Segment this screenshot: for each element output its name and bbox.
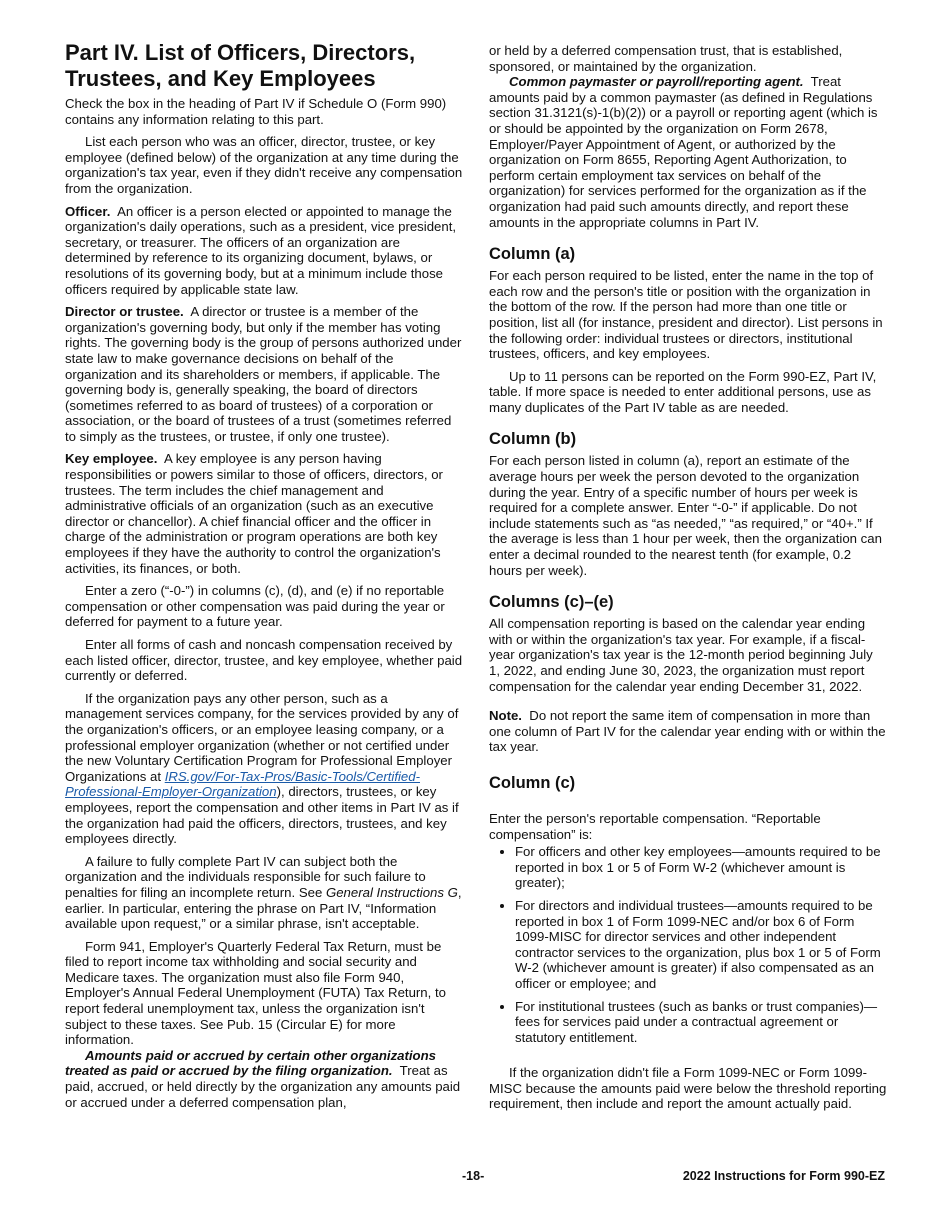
failure-paragraph [65,854,463,932]
key-employee-term: Key employee. [65,451,158,467]
page-number: -18- [462,1169,485,1183]
paymaster-paragraph [489,74,887,230]
note-term: Note. [489,708,522,724]
officer-paragraph [65,204,463,298]
continuation-paragraph: or held by a deferred compensation trust, that is established, sponsored, or maintained by the organization. [489,43,843,74]
paymaster-term: Common paymaster or payroll/reporting agent. [509,74,804,90]
other-person-text-a: If the organization pays any other person, such as a management services company, for the services provided by any of the organization's officers, or an employee leasing company, or a professional employer organization (whether or not certified under the new Voluntary Certification Program for Professional Employer Organizations at [65,690,459,784]
failure-reference: General Instructions G [325,884,458,900]
column-c-heading: Column (c) [489,773,576,792]
columns-ce-paragraph: All compensation reporting is based on the calendar year ending with or within the organization's tax year. For example, if a fiscal-year organization's tax year is the 12-month period beginning July 1, 2022, and ending June 30, 2023, the organization must report compensation for the calendar year ending December 31, 2022. [489,616,873,694]
officer-term: Officer. [65,203,111,219]
list-item: • For officers and other key employees—amounts required to be reported in box 1 or 5 of Form W-2 (whichever amount is greater); [515,844,887,891]
key-employee-text: A key employee is any person having responsibilities or powers similar to those of officers, directors, or trustees. The term includes the chief management and administrative officials of an organization (such as an executive director or chancellor). A chief financial officer and the officer in charge of the administration or program operations are both key employees if they have the authority to control the organization's activities, its finances, or both. [65,451,443,576]
right-column [489,43,887,1119]
column-c-paragraph-2: If the organization didn't file a Form 1099-NEC or Form 1099-MISC because the amounts paid were below the threshold reporting requirement, then include and report the amount actually paid. [489,1065,887,1112]
column-a-paragraph-1: For each person required to be listed, enter the name in the top of each row and the person's title or position with the organization in the bottom of the row. If the person had more than one title or position, list all (for instance, president and director). List persons in the following order: individual trustees or directors, institutional trustees, officers, and key employees. [489,268,883,362]
column-a-heading: Column (a) [489,245,576,264]
failure-text-b: , earlier. In particular, entering the phrase on Part IV, “Information available upon request,” or a similar phrase, isn't acceptable. [65,884,462,932]
cash-paragraph: Enter all forms of cash and noncash compensation received by each listed officer, director, trustee, and key employee, whether paid currently or deferred. [65,637,463,684]
column-a-paragraph-2: Up to 11 persons can be reported on the Form 990-EZ, Part IV, table. If more space is needed to enter additional persons, use as many duplicates of the Part IV table as are needed. [489,368,877,415]
compensation-list [489,844,887,1045]
other-person-text-b: ), directors, trustees, or key employees, report the compensation and other items in Part IV as if the organization had paid the officers, directors, trustees, and key employees directly. [65,784,459,847]
list-paragraph: List each person who was an officer, director, trustee, or key employee (defined below) of the organization at any time during the organization's tax year, even if they didn't receive any compensation from the organization. [65,134,463,196]
director-term: Director or trustee. [65,304,184,320]
director-paragraph [65,304,463,444]
column-b-paragraph: For each person listed in column (a), report an estimate of the average hours per week the person devoted to the organization during the year. Entry of a specific number of hours per week is required for a complete answer. Enter “-0-” if applicable. Do not include statements such as “as needed,” “as required,” or “40+.” If the average is less than 1 hour per week, then the organization can enter a decimal rounded to the nearest tenth (for example, 0.2 hours per week). [489,453,882,578]
peo-link[interactable]: IRS.gov/For-Tax-Pros/Basic-Tools/Certified-Professional-Employer-Organization [65,768,420,800]
officer-text: An officer is a person elected or appointed to manage the organization's daily operations, such as a president, vice president, secretary, or treasurer. The officers of an organization are determined by reference to its organizing document, bylaws, or resolutions of its governing body, but at a minimum include those officers required by applicable state law. [65,203,457,297]
page-title: Part IV. List of Officers, Directors, Trustees, and Key Employees [65,40,416,91]
amounts-text: Treat as paid, accrued, or held directly by the organization any amounts paid or accrued under a deferred compensation plan, [65,1063,461,1110]
failure-text-a: A failure to fully complete Part IV can subject both the organization and the individuals responsible for such failure to penalties for filing an incomplete return. See [65,853,426,900]
paymaster-text: Treat amounts paid by a common paymaster (as defined in Regulations section 31.3121(s)-1(b)(2)) or a payroll or reporting agent (which is or should be appointed by the organization on Form 2678, Employer/Payer Appointment of Agent, or authorized by the organization on Form 8655, Reporting Agent Authorization, to perform certain employment tax services on behalf of the organization) for services performed for the organization as if the organization had paid such amounts directly, and report these amounts in the appropriate columns in Part IV. [489,74,878,230]
zero-paragraph: Enter a zero (“-0-”) in columns (c), (d), and (e) if no reportable compensation or other compensation was paid during the year or deferred for payment to a future year. [65,583,445,630]
left-column [65,40,463,1117]
intro-paragraph: Check the box in the heading of Part IV if Schedule O (Form 990) contains any information relating to this part. [65,96,447,127]
columns-ce-heading: Columns (c)–(e) [489,593,614,612]
other-person-paragraph [65,691,463,847]
amounts-term: Amounts paid or accrued by certain other organizations treated as paid or accrued by the filing organization. [65,1047,436,1079]
note-paragraph [489,708,887,755]
amounts-paragraph [65,1048,463,1110]
footer-title: 2022 Instructions for Form 990-EZ [682,1169,885,1183]
key-employee-paragraph [65,451,463,576]
column-b-heading: Column (b) [489,430,577,449]
column-c-paragraph-1: Enter the person's reportable compensation. “Reportable compensation” is: [489,810,821,842]
note-text: Do not report the same item of compensation in more than one column of Part IV for the calendar year ending with or within the tax year. [489,708,886,755]
form941-paragraph: Form 941, Employer's Quarterly Federal Tax Return, must be filed to report income tax withholding and social security and Medicare taxes. The organization must also file Form 940, Employer's Annual Federal Unemployment (FUTA) Tax Return, to report federal unemployment tax, unless the organization isn't subject to these taxes. See Pub. 15 (Circular E) for more information. [65,938,446,1048]
list-item: • For institutional trustees (such as banks or trust companies)—fees for services paid under a contractual agreement or statutory entitlement. [515,999,887,1046]
director-text: A director or trustee is a member of the organization's governing body, but only if the member has voting rights. The governing body is the group of persons authorized under state law to make governance decisions on behalf of the organization and its shareholders or members, if applicable. The governing body is, generally speaking, the board of directors (sometimes referred to as board of trustees) of a corporation or association, or the board of trustees of a trust (sometimes referred to simply as the trustees, or trustee, if only one trustee). [65,304,462,444]
list-item: • For directors and individual trustees—amounts required to be reported in box 1 of Form 1099-NEC and/or box 6 of Form 1099-MISC for director services and other independent contractor services to the organization, plus box 1 or 5 of Form W-2 (whichever amount is greater) if also compensated as an officer or employee; and [515,898,887,992]
